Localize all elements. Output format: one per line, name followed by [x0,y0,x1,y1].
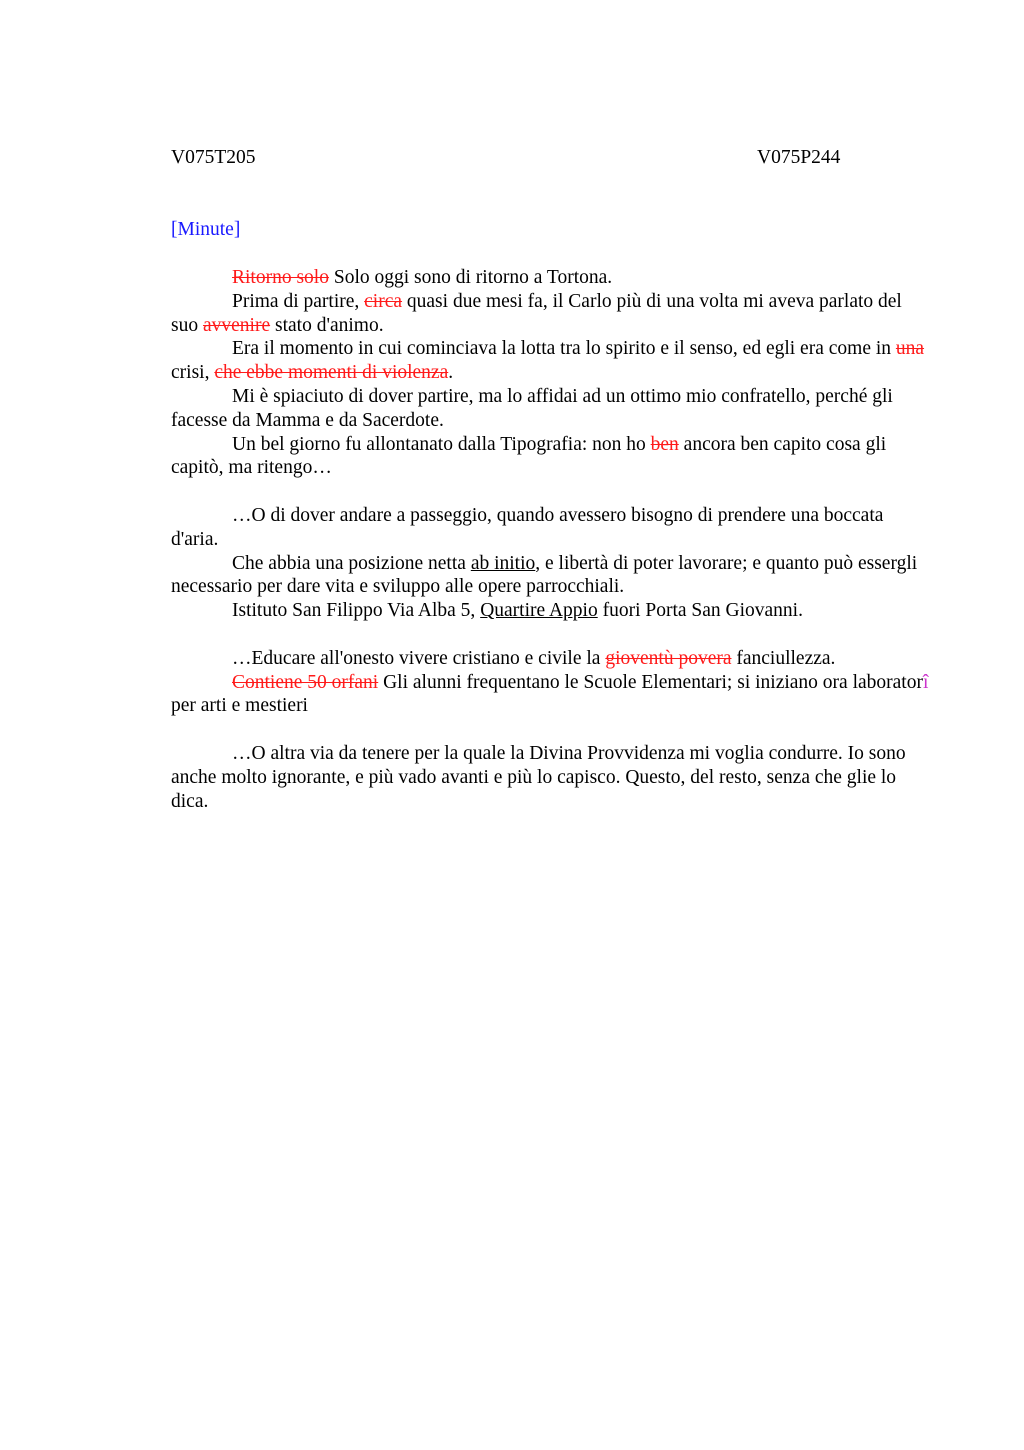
paragraph-7 [171,552,931,600]
deleted-text: avvenire [202,314,271,336]
paragraph-10 [171,671,931,719]
paragraph-text: fuori Porta San Giovanni. [597,600,803,622]
paragraph-text: Era il momento in cui cominciava la lotta tra lo spirito e il senso, ed egli era come in [232,338,896,360]
paragraph-1 [171,266,931,290]
paragraph-6 [171,504,931,552]
paragraph-text: Solo oggi sono di ritorno a Tortona. [328,267,613,288]
paragraph-text: per arti e mestieri [171,695,308,717]
deleted-text: una [895,338,925,360]
deleted-text: gioventù povera [605,647,732,669]
deleted-text: circa [364,290,403,312]
document-code-left: V075T205 [171,147,256,168]
deleted-text: Contiene 50 orfani [232,671,379,693]
paragraph-text: quasi due mesi fa, il Carlo più di una volta mi aveva parlato del suo [171,290,902,336]
paragraph-2 [171,290,931,338]
underlined-text: Quartire Appio [480,600,598,622]
document-code-right: V075P244 [757,147,841,168]
letter-body [171,266,931,813]
paragraph-text: stato d'animo. [270,314,384,336]
paragraph-gap [171,480,931,504]
paragraph-text: . [448,362,454,384]
paragraph-11 [171,742,931,813]
paragraph-text: crisi, [171,362,215,384]
paragraph-text: Mi è spiaciuto di dover partire, ma lo affidai ad un ottimo mio confratello, perché gli facesse da Mamma e da Sacerdote. [171,385,893,431]
paragraph-text: Prima di partire, [232,290,365,312]
paragraph-text: Che abbia una posizione netta [232,552,471,574]
paragraph-8 [171,599,931,623]
paragraph-text: Gli alunni frequentano le Scuole Elementari; si iniziano ora laborator [378,671,923,693]
section-label: [Minute] [171,219,241,240]
paragraph-text: Istituto San Filippo Via Alba 5, [232,600,481,622]
paragraph-text: …Educare all'onesto vivere cristiano e civile la [232,647,606,669]
paragraph-3 [171,337,931,385]
paragraph-text: fanciullezza. [731,647,836,669]
paragraph-text: …O altra via da tenere per la quale la Divina Provvidenza mi voglia condurre. Io sono anche molto ignorante, e più vado avanti e più lo capisco. Questo, del resto, senza che glie lo dica. [171,742,906,812]
paragraph-gap [171,623,931,647]
deleted-text: Ritorno solo [232,267,329,288]
paragraph-text: ancora ben capito cosa gli capitò, ma ritengo… [171,433,887,479]
paragraph-9 [171,647,931,671]
paragraph-text: Un bel giorno fu allontanato dalla Tipografia: non ho [232,433,651,455]
paragraph-gap [171,718,931,742]
editorial-mark: î [922,671,929,693]
paragraph-4 [171,385,931,433]
underlined-text: ab initio [470,552,536,574]
paragraph-5 [171,433,931,481]
deleted-text: ben [650,433,679,455]
paragraph-text: , e libertà di poter lavorare; e quanto può essergli necessario per dare vita e sviluppo alle opere parrocchiali. [171,552,918,598]
paragraph-text: …O di dover andare a passeggio, quando avessero bisogno di prendere una boccata d'aria. [171,504,884,550]
deleted-text: che ebbe momenti di violenza [214,362,449,384]
